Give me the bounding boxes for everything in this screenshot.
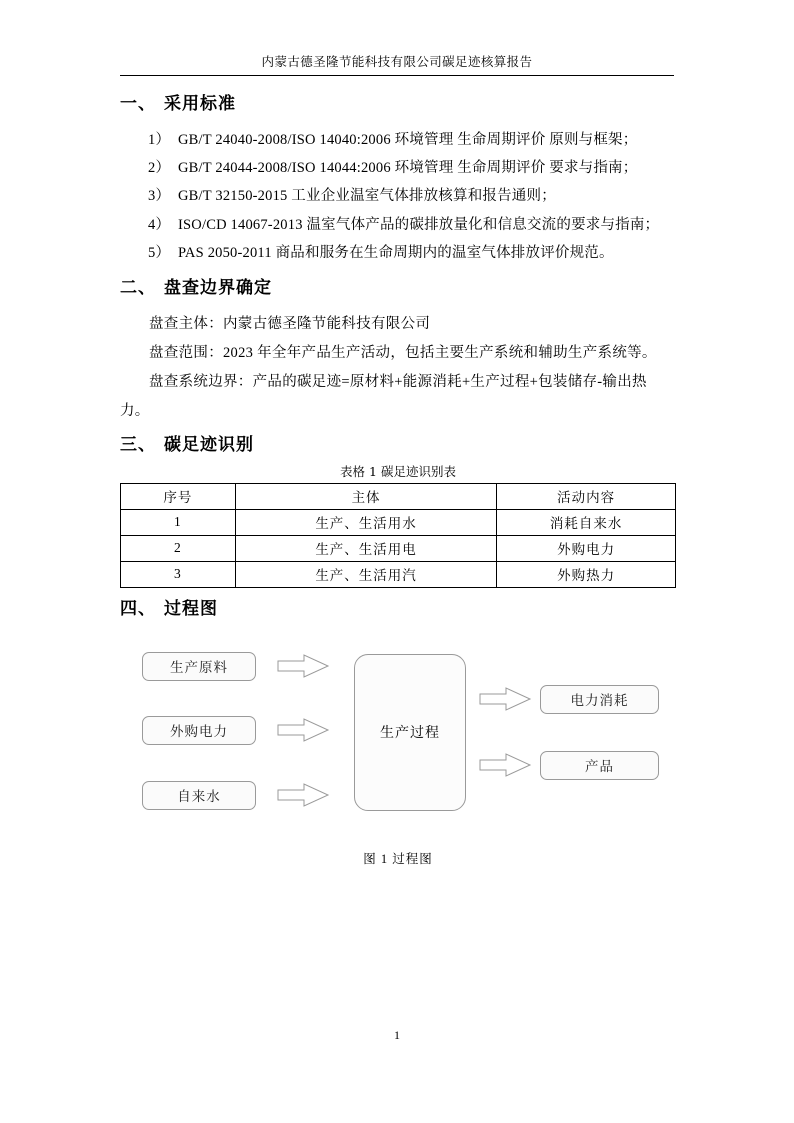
carbon-footprint-table xyxy=(120,483,676,588)
table-cell: 外购电力 xyxy=(497,535,676,561)
section-title: 碳足迹识别 xyxy=(164,434,254,455)
diagram-node-raw-material xyxy=(142,652,256,681)
list-item xyxy=(148,211,676,239)
table-header-cell: 活动内容 xyxy=(497,483,676,509)
list-text: PAS 2050-2011 商品和服务在生命周期内的温室气体排放评价规范。 xyxy=(178,244,614,261)
table-row xyxy=(121,561,676,587)
list-item xyxy=(148,154,676,182)
section-number: 三、 xyxy=(120,434,156,455)
diagram-node-tap-water xyxy=(142,781,256,810)
section-heading-boundary xyxy=(120,277,676,301)
diagram-node-label: 自来水 xyxy=(177,789,221,806)
section-heading-process-diagram xyxy=(120,598,676,622)
table-header-cell: 序号 xyxy=(121,483,236,509)
arrow-icon xyxy=(478,686,534,712)
list-item xyxy=(148,182,676,210)
table-cell: 3 xyxy=(121,561,236,587)
section-heading-standards xyxy=(120,93,676,117)
section-number: 二、 xyxy=(120,278,156,299)
list-marker: 1） xyxy=(148,131,171,148)
diagram-node-label: 产品 xyxy=(585,759,614,776)
table-caption: 表格 1 碳足迹识别表 xyxy=(340,463,456,479)
process-diagram xyxy=(120,636,676,841)
table-cell: 生产、生活用水 xyxy=(235,509,497,535)
standards-list xyxy=(120,126,676,267)
list-text: GB/T 32150-2015 工业企业温室气体排放核算和报告通则； xyxy=(178,188,556,205)
page-number: 1 xyxy=(394,1028,400,1042)
section-heading-identification xyxy=(120,434,676,458)
diagram-node-label: 外购电力 xyxy=(170,724,228,741)
figure-caption: 图 1 过程图 xyxy=(363,851,433,866)
list-marker: 5） xyxy=(148,244,171,261)
section-number: 四、 xyxy=(120,598,156,619)
table-cell: 生产、生活用汽 xyxy=(235,561,497,587)
list-marker: 4） xyxy=(148,216,171,233)
boundary-subject: 盘查主体：内蒙古德圣隆节能科技有限公司 xyxy=(149,315,431,332)
diagram-node-purchased-power xyxy=(142,716,256,745)
table-row xyxy=(121,509,676,535)
boundary-system: 盘查系统边界：产品的碳足迹=原材料+能源消耗+生产过程+包装储存-输出热力。 xyxy=(120,373,647,419)
table-cell: 生产、生活用电 xyxy=(235,535,497,561)
table-cell: 外购热力 xyxy=(497,561,676,587)
list-marker: 3） xyxy=(148,188,171,205)
table-cell: 1 xyxy=(121,509,236,535)
page-header: 内蒙古德圣隆节能科技有限公司碳足迹核算报告 xyxy=(120,52,674,76)
diagram-node-label: 生产过程 xyxy=(380,725,440,742)
diagram-node-production-process xyxy=(354,654,466,811)
section-title: 盘查边界确定 xyxy=(164,278,272,299)
diagram-node-label: 电力消耗 xyxy=(570,693,629,710)
diagram-node-label: 生产原料 xyxy=(170,660,228,677)
table-cell: 2 xyxy=(121,535,236,561)
table-cell: 消耗自来水 xyxy=(497,509,676,535)
arrow-icon xyxy=(276,782,332,808)
list-text: GB/T 24040-2008/ISO 14040:2006 环境管理 生命周期评价 原则与框架； xyxy=(178,131,638,148)
arrow-icon xyxy=(478,752,534,778)
section-number: 一、 xyxy=(120,94,156,114)
section-title: 过程图 xyxy=(164,598,218,619)
list-marker: 2） xyxy=(148,160,171,177)
list-text: ISO/CD 14067-2013 温室气体产品的碳排放量化和信息交流的要求与指南； xyxy=(178,216,660,233)
list-text: GB/T 24044-2008/ISO 14044:2006 环境管理 生命周期评价 要求与指南； xyxy=(178,160,638,177)
diagram-node-product xyxy=(540,751,659,780)
list-item xyxy=(148,126,676,154)
diagram-node-power-consumption xyxy=(540,685,659,714)
table-row xyxy=(121,535,676,561)
boundary-scope: 盘查范围：2023 年全年产品生产活动，包括主要生产系统和辅助生产系统等。 xyxy=(149,344,657,361)
table-header-row xyxy=(121,483,676,509)
page-content xyxy=(120,93,676,867)
list-item xyxy=(148,239,676,267)
arrow-icon xyxy=(276,653,332,679)
section-title: 采用标准 xyxy=(164,94,236,114)
arrow-icon xyxy=(276,717,332,743)
table-header-cell: 主体 xyxy=(235,483,497,509)
